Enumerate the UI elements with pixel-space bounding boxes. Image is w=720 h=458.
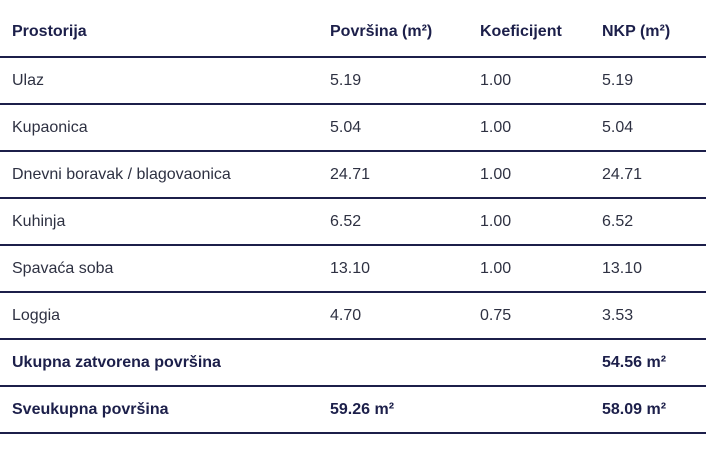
area-cell: 6.52 <box>330 212 362 230</box>
room-cell: Dnevni boravak / blagovaonica <box>12 165 231 183</box>
table-header-row <box>0 8 706 58</box>
total-nkp: 54.56 m² <box>602 353 667 371</box>
nkp-cell: 13.10 <box>602 259 643 277</box>
room-cell: Kuhinja <box>12 212 66 230</box>
room-cell: Spavaća soba <box>12 259 114 277</box>
header-room: Prostorija <box>12 23 87 40</box>
room-cell: Loggia <box>12 306 61 324</box>
nkp-cell: 5.04 <box>602 118 634 136</box>
nkp-cell: 24.71 <box>602 165 643 183</box>
table-row <box>0 293 706 340</box>
coefficient-cell: 0.75 <box>480 306 512 324</box>
area-cell: 4.70 <box>330 306 362 324</box>
total-nkp: 58.09 m² <box>602 400 667 418</box>
nkp-cell: 6.52 <box>602 212 634 230</box>
coefficient-cell: 1.00 <box>480 118 512 136</box>
nkp-cell: 5.19 <box>602 71 634 89</box>
area-cell: 24.71 <box>330 165 371 183</box>
coefficient-cell: 1.00 <box>480 212 512 230</box>
table-row <box>0 58 706 105</box>
table-row <box>0 199 706 246</box>
header-area: Površina (m²) <box>330 23 433 40</box>
area-cell: 13.10 <box>330 259 371 277</box>
area-table <box>0 8 706 434</box>
area-cell: 5.04 <box>330 118 362 136</box>
table-row <box>0 105 706 152</box>
nkp-cell: 3.53 <box>602 306 634 324</box>
header-coefficient: Koeficijent <box>480 23 562 40</box>
table-row <box>0 152 706 199</box>
room-cell: Kupaonica <box>12 118 88 136</box>
room-cell: Ulaz <box>12 71 45 89</box>
coefficient-cell: 1.00 <box>480 71 512 89</box>
table-row <box>0 246 706 293</box>
area-cell: 5.19 <box>330 71 362 89</box>
total-row-closed <box>0 340 706 387</box>
total-row-overall <box>0 387 706 434</box>
header-nkp: NKP (m²) <box>602 23 671 40</box>
coefficient-cell: 1.00 <box>480 259 512 277</box>
coefficient-cell: 1.00 <box>480 165 512 183</box>
total-area: 59.26 m² <box>330 400 395 418</box>
total-label: Sveukupna površina <box>12 400 169 418</box>
total-label: Ukupna zatvorena površina <box>12 353 221 371</box>
